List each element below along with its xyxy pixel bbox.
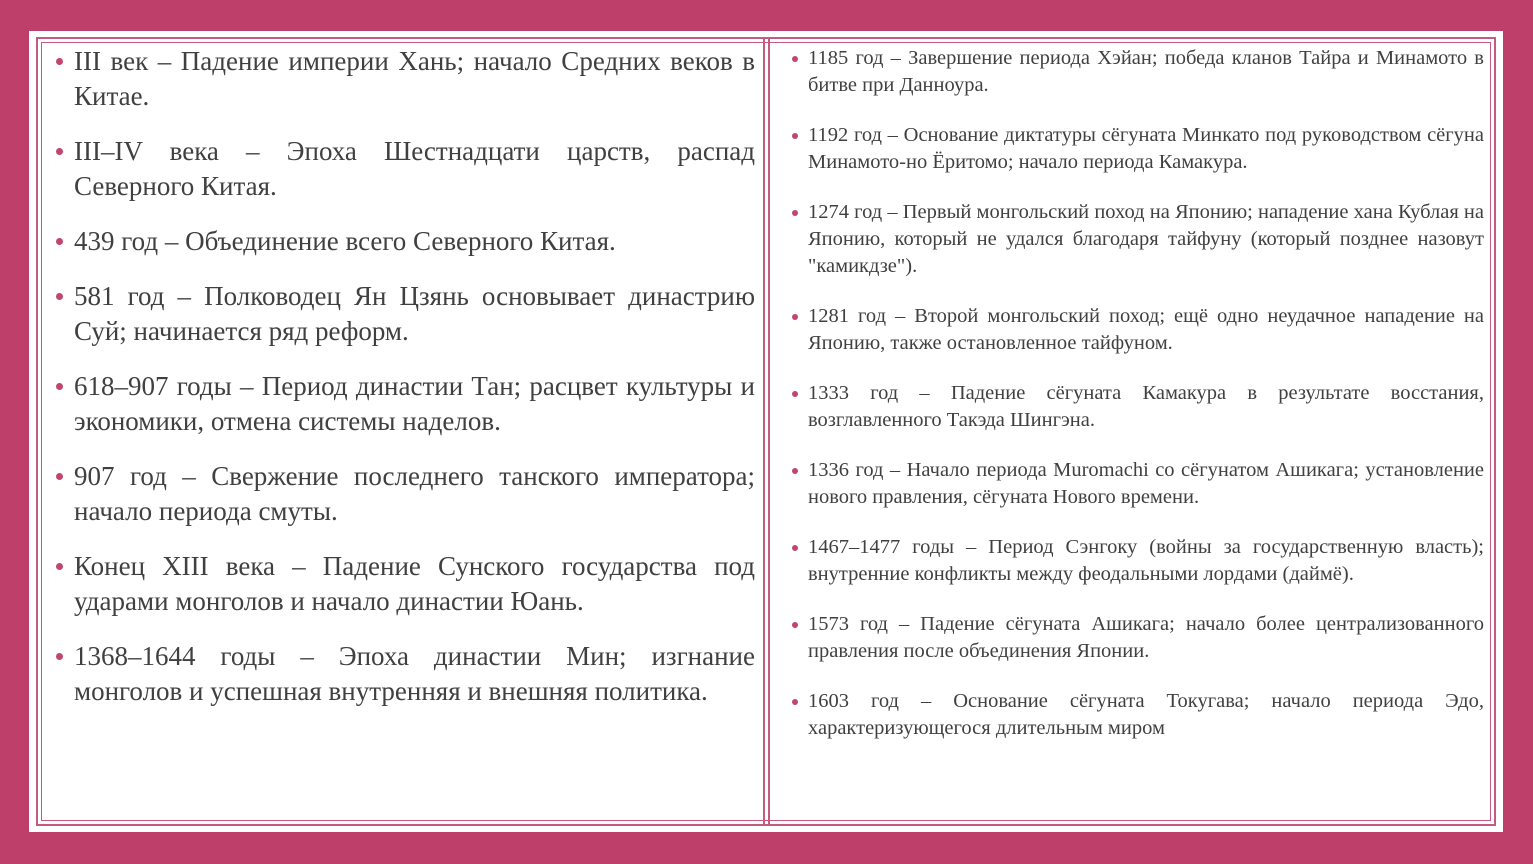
list-item-text: III век – Падение империи Хань; начало Средних веков в Китае. [74, 46, 755, 111]
bullet-icon [56, 238, 63, 245]
list-item [74, 134, 755, 204]
bullet-icon [792, 391, 798, 397]
list-item-text: 618–907 годы – Период династии Тан; расцвет культуры и экономики, отмена системы наделов. [74, 371, 755, 436]
bullet-icon [56, 563, 63, 570]
bullet-icon [792, 314, 798, 320]
column-divider [763, 37, 765, 826]
list-item-text: Конец XIII века – Падение Сунского государства под ударами монголов и начало династии Юань. [74, 551, 755, 616]
bullet-icon [792, 699, 798, 705]
bullet-icon [56, 148, 63, 155]
list-item [808, 534, 1484, 588]
bullet-icon [56, 653, 63, 660]
list-item [74, 279, 755, 349]
list-item [74, 639, 755, 709]
list-item-text: 1281 год – Второй монгольский поход; ещё одно неудачное нападение на Японию, также остановленное тайфуном. [808, 305, 1484, 354]
list-item [808, 122, 1484, 176]
list-item-text: 1336 год – Начало периода Muromachi со сёгунатом Ашикага; установление нового правления, сёгуната Нового времени. [808, 459, 1484, 508]
list-item-text: 907 год – Свержение последнего танского императора; начало периода смуты. [74, 461, 755, 526]
list-item [808, 688, 1484, 742]
list-item [808, 303, 1484, 357]
bullet-icon [792, 56, 798, 62]
bullet-icon [792, 545, 798, 551]
list-item-text: 1274 год – Первый монгольский поход на Японию; нападение хана Кублая на Японию, который не удался благодаря тайфуну (который позднее назовут "камикдзе"). [808, 201, 1484, 277]
slide-panel [29, 31, 1503, 832]
bullet-icon [792, 468, 798, 474]
list-item-text: III–IV века – Эпоха Шестнадцати царств, распад Северного Китая. [74, 136, 755, 201]
list-item-text: 581 год – Полководец Ян Цзянь основывает династрию Суй; начинается ряд реформ. [74, 281, 755, 346]
bullet-icon [56, 473, 63, 480]
list-item [808, 199, 1484, 280]
bullet-icon [56, 383, 63, 390]
list-item-text: 1185 год – Завершение периода Хэйан; победа кланов Тайра и Минамото в битве при Данноура. [808, 47, 1484, 96]
bullet-icon [792, 622, 798, 628]
list-item [808, 380, 1484, 434]
list-item [808, 457, 1484, 511]
list-item-text: 1467–1477 годы – Период Сэнгоку (войны за государственную власть); внутренние конфликты между феодальными лордами (даймё). [808, 536, 1484, 585]
bullet-icon [792, 133, 798, 139]
list-item [74, 224, 755, 259]
list-item-text: 1368–1644 годы – Эпоха династии Мин; изгнание монголов и успешная внутренняя и внешняя политика. [74, 641, 755, 706]
column-divider [768, 37, 770, 826]
bullet-icon [56, 293, 63, 300]
list-item [808, 45, 1484, 99]
japan-timeline-list [808, 45, 1484, 765]
list-item-text: 1192 год – Основание диктатуры сёгуната Минкато под руководством сёгуна Минамото-но Ёритомо; начало периода Камакура. [808, 124, 1484, 173]
list-item [74, 44, 755, 114]
list-item-text: 1333 год – Падение сёгуната Камакура в результате восстания, возглавленного Такэда Шингэна. [808, 382, 1484, 431]
list-item-text: 1573 год – Падение сёгуната Ашикага; начало более централизованного правления после объединения Японии. [808, 613, 1484, 662]
china-timeline-list [74, 44, 755, 729]
list-item [74, 369, 755, 439]
list-item [74, 459, 755, 529]
list-item [808, 611, 1484, 665]
bullet-icon [56, 58, 63, 65]
bullet-icon [792, 210, 798, 216]
list-item-text: 439 год – Объединение всего Северного Китая. [74, 226, 616, 256]
list-item [74, 549, 755, 619]
list-item-text: 1603 год – Основание сёгуната Токугава; начало периода Эдо, характеризующегося длительным миром [808, 690, 1484, 739]
